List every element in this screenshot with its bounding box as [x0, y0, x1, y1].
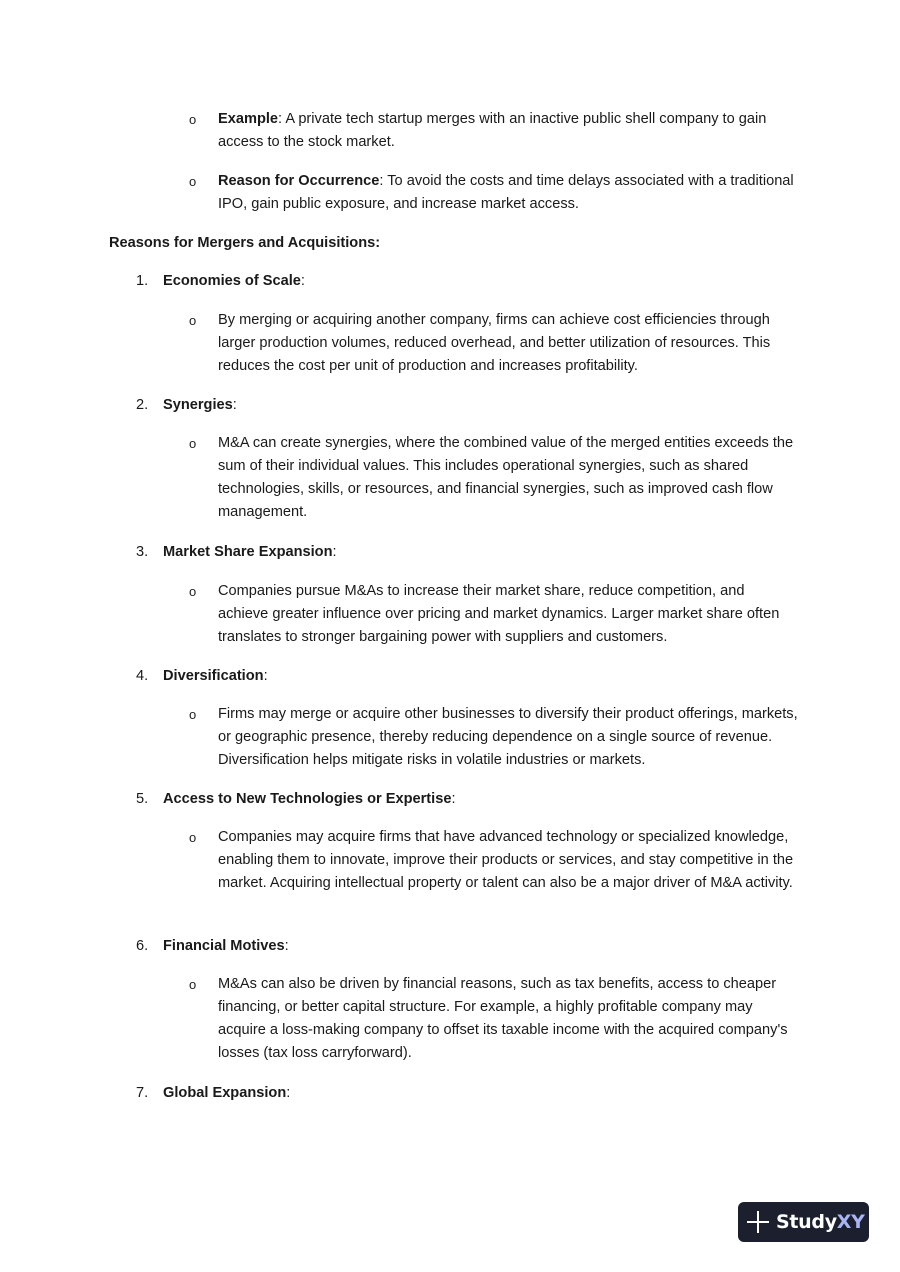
reason-title-colon: :: [263, 668, 268, 684]
reason-title-text: Global Expansion: [163, 1085, 287, 1101]
reason-for-occurrence-item: [218, 170, 798, 216]
list-number: 7.: [136, 1085, 149, 1101]
reason-title-market-share-expansion: [163, 541, 337, 564]
bullet-icon: o: [189, 313, 197, 328]
reason-title-text: Access to New Technologies or Expertise: [163, 791, 452, 807]
logo-text-main: Study: [776, 1211, 837, 1233]
reason-detail: Firms may merge or acquire other businesses to diversify their product offerings, markets, or geographic presence, thereby reducing dependence on a single source of revenue. Diversification helps mitigate risks in volatile industries or markets.: [218, 706, 798, 768]
reason-title-colon: :: [232, 397, 237, 413]
list-number: 6.: [136, 938, 149, 954]
reason-title-colon: :: [300, 273, 305, 289]
reason-for-occurrence-label: Reason for Occurrence: [218, 173, 380, 189]
reason-title-economies-of-scale: [163, 270, 305, 293]
list-number: 4.: [136, 668, 149, 684]
reason-title-colon: :: [286, 1085, 291, 1101]
reason-title-access-to-new-technologies: [163, 788, 456, 811]
section-title: Reasons for Mergers and Acquisitions:: [109, 235, 381, 251]
reason-title-text: Synergies: [163, 397, 233, 413]
reason-title-text: Market Share Expansion: [163, 544, 333, 560]
bullet-icon: o: [189, 174, 197, 189]
reason-title-synergies: [163, 394, 237, 417]
reason-detail: Companies pursue M&As to increase their market share, reduce competition, and achieve greater influence over pricing and market dynamics. Larger market share often translates to stronger bargaining power with suppliers and customers.: [218, 583, 780, 645]
reason-detail: By merging or acquiring another company, firms can achieve cost efficiencies through larger production volumes, reduced overhead, and better utilization of resources. This reduces the cost per unit of production and increases profitability.: [218, 312, 771, 374]
bullet-icon: o: [189, 584, 197, 599]
example-label: Example: [218, 111, 279, 127]
reason-title-colon: :: [284, 938, 289, 954]
logo-text: [776, 1211, 865, 1233]
example-text: : A private tech startup merges with an inactive public shell company to gain access to the stock market.: [218, 111, 767, 150]
reason-detail: M&A can create synergies, where the combined value of the merged entities exceeds the sum of their individual values. This includes operational synergies, such as shared technologies, skills, or resources, and financial synergies, such as improved cash flow management.: [218, 435, 794, 520]
reason-for-occurrence-text: : To avoid the costs and time delays associated with a traditional IPO, gain public exposure, and increase market access.: [218, 173, 794, 212]
reason-title-colon: :: [451, 791, 456, 807]
bullet-icon: o: [189, 112, 197, 127]
list-number: 2.: [136, 397, 149, 413]
list-number: 5.: [136, 791, 149, 807]
bullet-icon: o: [189, 436, 197, 451]
plus-icon: [746, 1210, 770, 1234]
list-number: 1.: [136, 273, 149, 289]
bullet-icon: o: [189, 707, 197, 722]
example-item: [218, 108, 798, 154]
reason-title-text: Diversification: [163, 668, 264, 684]
reason-title-colon: :: [332, 544, 337, 560]
reason-title-diversification: [163, 665, 268, 688]
reason-title-text: Financial Motives: [163, 938, 285, 954]
reason-detail: M&As can also be driven by financial reasons, such as tax benefits, access to cheaper financing, or better capital structure. For example, a highly profitable company may acquire a loss-making company to offset its taxable income with the acquired company's losses (tax loss carryforward).: [218, 976, 788, 1061]
bullet-icon: o: [189, 977, 197, 992]
studyxy-logo[interactable]: [738, 1202, 869, 1242]
logo-text-accent: XY: [836, 1211, 865, 1233]
reason-detail: Companies may acquire firms that have advanced technology or specialized knowledge, enabling them to innovate, improve their products or services, and stay competitive in the market. Acquiring intellectual property or talent can also be a major driver of M&A activity.: [218, 829, 794, 891]
reason-title-financial-motives: [163, 935, 289, 958]
reason-title-global-expansion: [163, 1082, 290, 1105]
list-number: 3.: [136, 544, 149, 560]
bullet-icon: o: [189, 830, 197, 845]
reason-title-text: Economies of Scale: [163, 273, 301, 289]
